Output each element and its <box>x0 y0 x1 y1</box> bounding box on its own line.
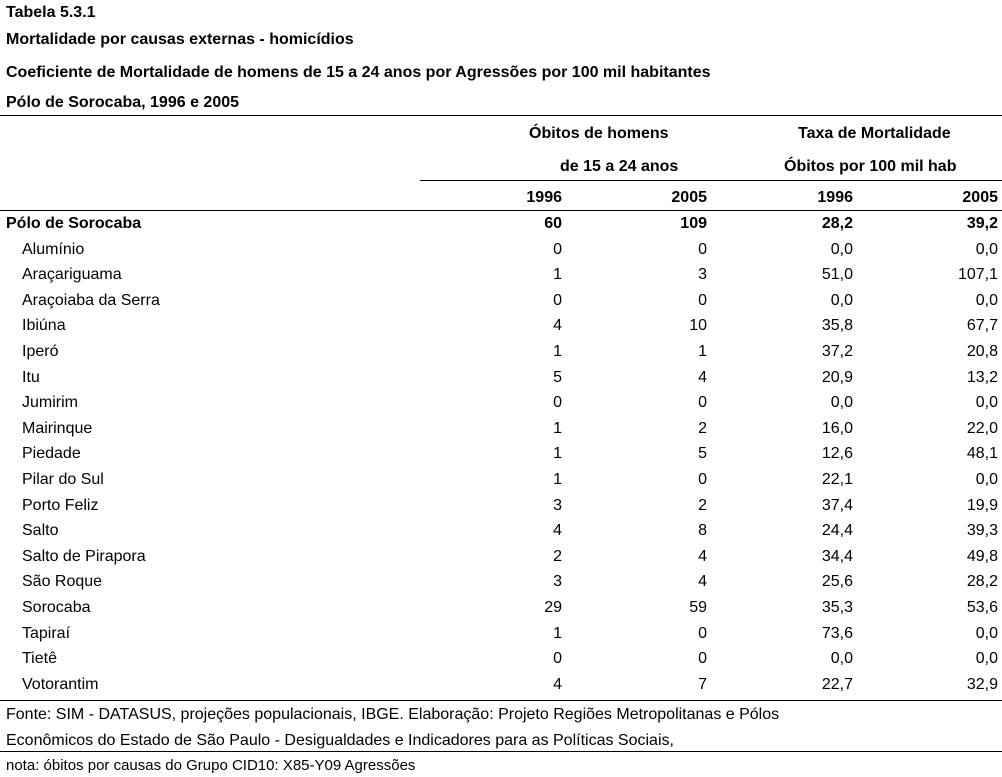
value-taxa-2005: 20,8 <box>966 343 998 360</box>
value-taxa-2005: 28,2 <box>966 573 998 591</box>
value-taxa-1996: 20,9 <box>821 368 853 386</box>
value-obitos-1996: 3 <box>553 573 562 591</box>
table-row <box>0 339 1002 365</box>
value-taxa-1996: 24,4 <box>821 522 853 540</box>
table-row <box>0 595 1002 621</box>
value-obitos-2005: 59 <box>689 599 707 616</box>
municipality-name: Tietê <box>22 650 57 668</box>
value-obitos-1996: 0 <box>553 291 562 309</box>
value-obitos-2005: 2 <box>698 496 707 514</box>
value-obitos-2005: 0 <box>698 240 707 258</box>
source-line-1: Fonte: SIM - DATASUS, projeções populacionais, IBGE. Elaboração: Projeto Regiões Metropolitanas e Pólos <box>6 706 780 723</box>
municipality-name: Ibiúna <box>22 317 66 335</box>
value-obitos-2005: 2 <box>698 419 707 437</box>
municipality-name: Porto Feliz <box>22 496 99 514</box>
year-header-obitos-2005: 2005 <box>671 189 707 206</box>
value-obitos-1996: 1 <box>553 445 562 463</box>
value-obitos-1996: 0 <box>553 394 562 412</box>
value-obitos-1996: 5 <box>553 368 562 386</box>
municipality-name: Iperó <box>22 343 59 360</box>
value-obitos-2005: 109 <box>680 215 707 232</box>
table-row <box>0 672 1002 698</box>
municipality-name: Mairinque <box>22 419 93 437</box>
table-row <box>0 646 1002 672</box>
value-obitos-2005: 1 <box>698 343 707 360</box>
municipality-name: São Roque <box>22 573 103 591</box>
value-obitos-2005: 0 <box>698 624 707 642</box>
year-header-taxa-1996: 1996 <box>817 189 853 206</box>
value-taxa-1996: 35,8 <box>821 317 853 335</box>
municipality-name: Jumirim <box>22 394 78 412</box>
table-row <box>0 313 1002 339</box>
value-taxa-1996: 34,4 <box>821 547 853 565</box>
table-row <box>0 390 1002 416</box>
value-taxa-2005: 67,7 <box>966 317 998 335</box>
value-obitos-2005: 4 <box>698 368 707 386</box>
footnote: nota: óbitos por causas do Grupo CID10: X85-Y09 Agressões <box>6 757 416 774</box>
value-obitos-2005: 8 <box>698 522 707 540</box>
footer-rule <box>0 751 1002 752</box>
year-header-obitos-1996: 1996 <box>526 189 562 206</box>
header-taxa-line1: Taxa de Mortalidade <box>798 125 951 142</box>
value-taxa-1996: 25,6 <box>821 573 853 591</box>
value-taxa-1996: 0,0 <box>830 650 853 668</box>
value-taxa-2005: 13,2 <box>966 368 998 386</box>
value-obitos-2005: 10 <box>689 317 707 335</box>
table-row <box>0 493 1002 519</box>
value-taxa-1996: 35,3 <box>821 599 853 616</box>
table-subject: Mortalidade por causas externas - homicídios <box>6 31 354 48</box>
value-taxa-2005: 49,8 <box>966 547 998 565</box>
municipality-name: Alumínio <box>22 240 85 258</box>
municipality-name: Salto <box>22 522 59 540</box>
municipality-name: Itu <box>22 368 40 386</box>
table-row <box>0 544 1002 570</box>
value-taxa-2005: 53,6 <box>966 599 998 616</box>
value-taxa-1996: 0,0 <box>830 291 853 309</box>
municipality-name: Tapiraí <box>22 624 71 642</box>
value-obitos-1996: 4 <box>553 317 562 335</box>
table-row <box>0 518 1002 544</box>
table-row <box>0 441 1002 467</box>
value-taxa-2005: 32,9 <box>966 675 998 693</box>
value-obitos-1996: 0 <box>553 240 562 258</box>
value-taxa-1996: 37,2 <box>821 343 853 360</box>
value-taxa-2005: 39,3 <box>966 522 998 540</box>
value-taxa-2005: 0,0 <box>975 624 998 642</box>
municipality-name: Araçoiaba da Serra <box>22 291 160 309</box>
table-row <box>0 262 1002 288</box>
value-taxa-1996: 0,0 <box>830 240 853 258</box>
table-row <box>0 621 1002 647</box>
value-obitos-1996: 60 <box>544 215 562 232</box>
top-rule <box>0 115 1002 116</box>
table-row <box>0 365 1002 391</box>
value-obitos-1996: 4 <box>553 675 562 693</box>
value-taxa-1996: 28,2 <box>821 215 853 232</box>
region-name: Pólo de Sorocaba <box>6 215 142 232</box>
value-taxa-1996: 22,1 <box>821 471 853 488</box>
value-obitos-2005: 7 <box>698 675 707 693</box>
value-obitos-2005: 0 <box>698 650 707 668</box>
value-obitos-1996: 0 <box>553 650 562 668</box>
value-taxa-2005: 0,0 <box>975 291 998 309</box>
value-obitos-1996: 1 <box>553 419 562 437</box>
value-taxa-2005: 0,0 <box>975 240 998 258</box>
table-row <box>0 237 1002 263</box>
value-taxa-1996: 37,4 <box>821 496 853 514</box>
table-row <box>0 416 1002 442</box>
value-taxa-1996: 51,0 <box>821 266 853 284</box>
value-taxa-1996: 16,0 <box>821 419 853 437</box>
value-obitos-1996: 1 <box>553 343 562 360</box>
bottom-rule <box>0 700 1002 701</box>
value-taxa-2005: 0,0 <box>975 650 998 668</box>
header-obitos-line1: Óbitos de homens <box>529 125 669 142</box>
value-obitos-2005: 4 <box>698 573 707 591</box>
year-header-taxa-2005: 2005 <box>962 189 998 206</box>
municipality-name: Araçariguama <box>22 266 122 284</box>
value-obitos-1996: 29 <box>544 599 562 616</box>
value-taxa-2005: 39,2 <box>966 215 998 232</box>
value-obitos-2005: 3 <box>698 266 707 284</box>
value-taxa-2005: 19,9 <box>966 496 998 514</box>
value-obitos-1996: 1 <box>553 471 562 488</box>
table-description: Coeficiente de Mortalidade de homens de 15 a 24 anos por Agressões por 100 mil habitantes <box>6 64 711 81</box>
value-taxa-2005: 107,1 <box>957 266 998 284</box>
value-obitos-2005: 4 <box>698 547 707 565</box>
header-taxa-line2: Óbitos por 100 mil hab <box>784 158 957 175</box>
municipality-name: Sorocaba <box>22 599 91 616</box>
table-row <box>0 288 1002 314</box>
table-number: Tabela 5.3.1 <box>6 4 96 21</box>
value-taxa-2005: 0,0 <box>975 471 998 488</box>
value-taxa-1996: 22,7 <box>821 675 853 693</box>
value-obitos-2005: 0 <box>698 394 707 412</box>
header-obitos-line2: de 15 a 24 anos <box>560 158 679 175</box>
value-obitos-1996: 3 <box>553 496 562 514</box>
table-region-period: Pólo de Sorocaba, 1996 e 2005 <box>6 94 240 111</box>
value-obitos-1996: 2 <box>553 547 562 565</box>
table-row <box>0 569 1002 595</box>
value-taxa-1996: 73,6 <box>821 624 853 642</box>
header-rule <box>420 180 1002 181</box>
value-obitos-2005: 0 <box>698 471 707 488</box>
value-obitos-1996: 1 <box>553 266 562 284</box>
municipality-name: Piedade <box>22 445 81 463</box>
value-obitos-1996: 4 <box>553 522 562 540</box>
value-obitos-2005: 5 <box>698 445 707 463</box>
municipality-name: Votorantim <box>22 675 99 693</box>
source-line-2: Econômicos do Estado de São Paulo - Desigualdades e Indicadores para as Políticas Sociais, <box>6 732 674 749</box>
municipality-name: Salto de Pirapora <box>22 547 146 565</box>
value-taxa-2005: 0,0 <box>975 394 998 412</box>
value-obitos-1996: 1 <box>553 624 562 642</box>
total-row <box>0 211 1002 237</box>
value-taxa-1996: 0,0 <box>830 394 853 412</box>
value-taxa-2005: 22,0 <box>966 419 998 437</box>
municipality-name: Pilar do Sul <box>22 471 104 488</box>
value-obitos-2005: 0 <box>698 291 707 309</box>
value-taxa-1996: 12,6 <box>821 445 853 463</box>
table-row <box>0 467 1002 493</box>
value-taxa-2005: 48,1 <box>966 445 998 463</box>
